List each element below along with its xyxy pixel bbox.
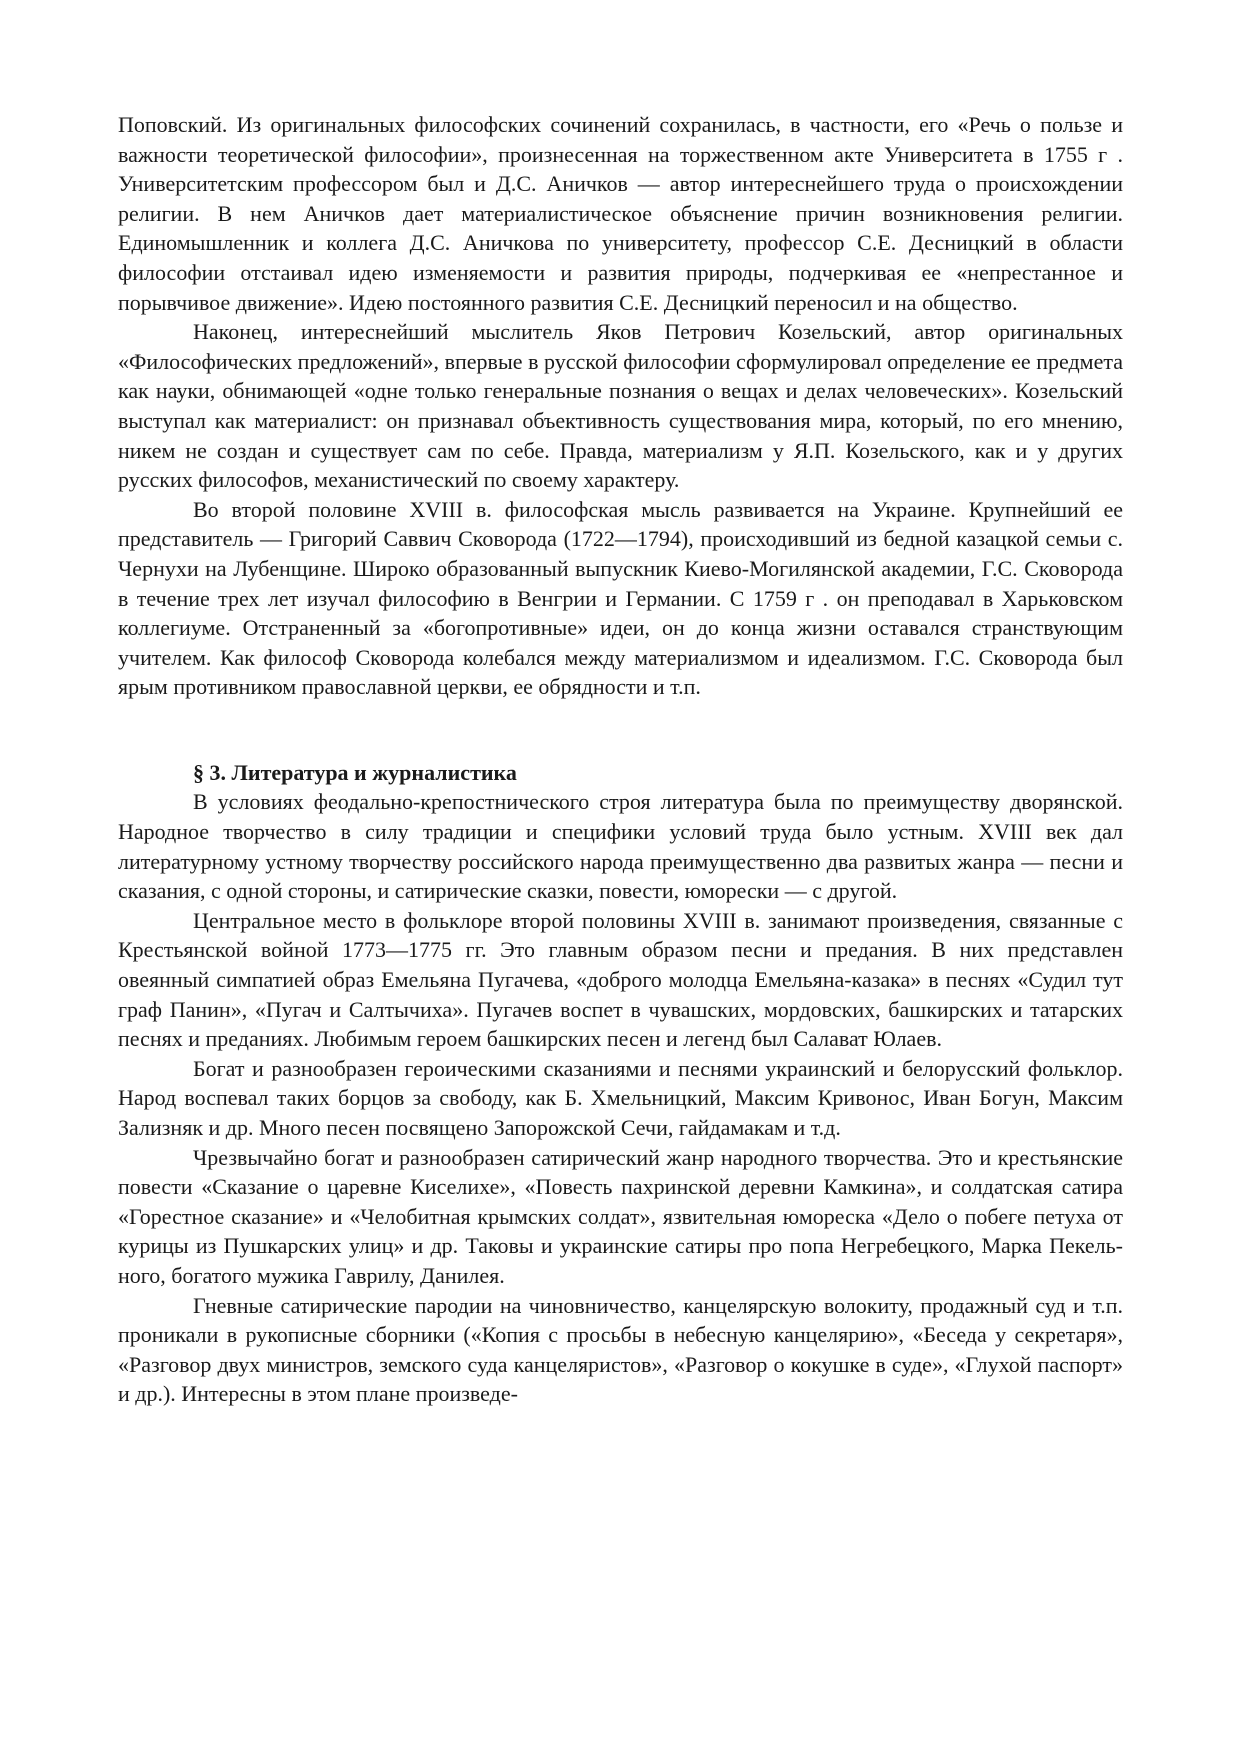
paragraph: Чрезвычайно богат и разнообразен сатирический жанр народного творчества. Это и крестьянские повести «Сказание о царевне Киселихе», «Повесть пахринской деревни Камкина», и солдатская сатира «Горестное сказание» и «Челобитная крымских солдат», язвительная юмореска «Дело о побеге петуха от курицы из Пушкарских улиц» и др. Таковы и украинские сатиры про попа Негребецкого, Марка Пекель-ного, богатого мужика Гаврилу, Данилея. — [118, 1144, 1123, 1288]
section-heading: § 3. Литература и журналистика — [193, 759, 517, 785]
paragraph: Во второй половине XVIII в. философская мысль развивается на Украине. Крупнейший ее представитель — Григорий Саввич Сковорода (1722—1794), происходивший из бедной казацкой семьи с. Чернухи на Лубенщине. Широко образованный выпускник Киево-Могилянской академии, Г.С. Сковорода в течение трех лет изучал философию в Венгрии и Германии. С 1759 г . он преподавал в Харьковском коллегиуме. Отстраненный за «богопротивные» идеи, он до конца жизни оставался странствующим учителем. Как философ Сковорода колебался между материализмом и идеализмом. Г.С. Сковорода был ярым противником православной церкви, ее обрядности и т.п. — [118, 496, 1123, 700]
paragraph: Богат и разнообразен героическими сказаниями и песнями украинский и белорусский фольклор. Народ воспевал таких борцов за свободу, как Б. Хмельницкий, Максим Кривонос, Иван Богун, Максим Зализняк и др. Много песен посвящено Запорожской Сечи, гайдамакам и т.д. — [118, 1055, 1123, 1140]
document-page — [118, 110, 1123, 1409]
paragraph: Гневные сатирические пародии на чиновничество, канцелярскую волокиту, продажный суд и т.п. проникали в рукописные сборники («Копия с просьбы в небесную канцелярию», «Беседа у секретаря», «Разговор двух министров, земского суда канцеляристов», «Разговор о кокушке в суде», «Глухой паспорт» и др.). Интересны в этом плане произведе- — [118, 1292, 1123, 1407]
paragraph: Центральное место в фольклоре второй половины XVIII в. занимают произведения, связанные с Крестьянской войной 1773—1775 гг. Это главным образом песни и предания. В них представлен овеянный симпатией образ Емельяна Пугачева, «доброго молодца Емельяна-казака» в песнях «Судил тут граф Панин», «Пугач и Салтычиха». Пугачев воспет в чувашских, мордовских, башкирских и татарских песнях и преданиях. Любимым героем башкирских песен и легенд был Салават Юлаев. — [118, 907, 1123, 1052]
paragraph: Наконец, интереснейший мыслитель Яков Петрович Козельский, автор оригинальных «Философических предложений», впервые в русской философии сформулировал определение ее предмета как науки, обнимающей «одне только генеральные познания о вещах и делах человеческих». Козельский выступал как материалист: он признавал объективность существования мира, который, по его мнению, никем не создан и существует сам по себе. Правда, материализм у Я.П. Козельского, как и у других русских философов, механистический по своему характеру. — [118, 319, 1123, 493]
paragraph: Поповский. Из оригинальных философских сочинений сохранилась, в частности, его «Речь о пользе и важности теоретической философии», произнесенная на торжественном акте Университета в 1755 г . Университетским профессором был и Д.С. Аничков — автор интереснейшего труда о происхождении религии. В нем Аничков дает материалистическое объяснение причин возникновения религии. Единомышленник и коллега Д.С. Аничкова по университету, профессор С.Е. Десницкий в области философии отстаивал идею изменяемости и развития природы, подчеркивая ее «непрестанное и порывчивое движение». Идею постоянного развития С.Е. Десницкий переносил и на общество. — [118, 112, 1123, 315]
paragraph: В условиях феодально-крепостнического строя литература была по преимуществу дворянской. Народное творчество в силу традиции и специфики условий труда было устным. XVIII век дал литературному устному творчеству российского народа преимущественно два развитых жанра — песни и сказания, с одной стороны, и сатирические сказки, повести, юморески — с другой. — [118, 789, 1123, 904]
